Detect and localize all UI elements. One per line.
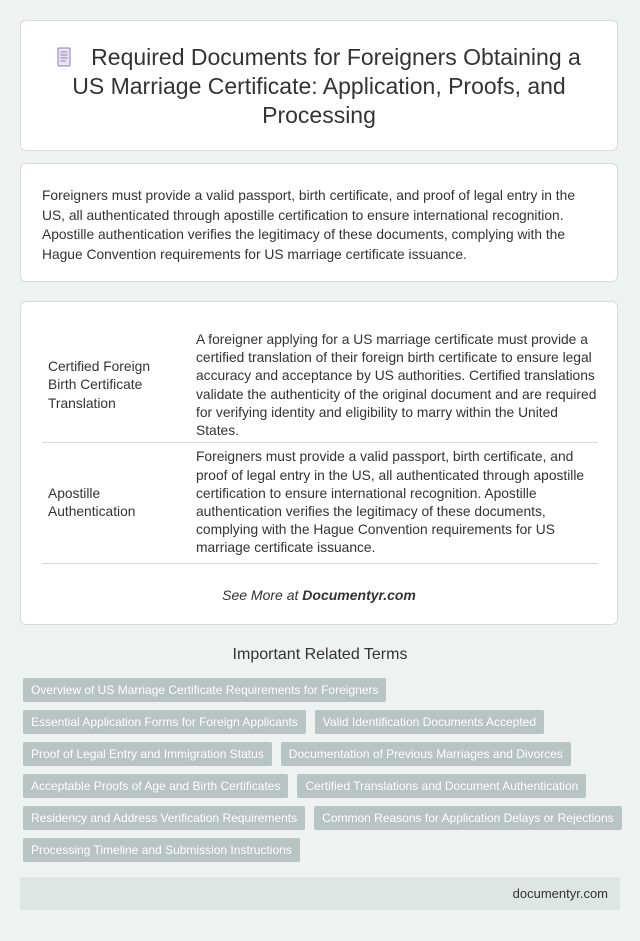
related-term-tag[interactable]: Overview of US Marriage Certificate Requirements for Foreigners: [23, 678, 386, 702]
tag-row: [23, 774, 623, 798]
related-term-tag[interactable]: Essential Application Forms for Foreign Applicants: [23, 710, 306, 734]
see-more-link[interactable]: [21, 587, 617, 603]
page-title: [41, 43, 597, 130]
related-term-tag[interactable]: Documentation of Previous Marriages and Divorces: [281, 742, 571, 766]
related-term-tag[interactable]: Proof of Legal Entry and Immigration Status: [23, 742, 272, 766]
table-term: Apostille Authentication: [48, 485, 136, 519]
footer: [20, 877, 620, 910]
tag-row: [23, 838, 623, 862]
related-term-tag[interactable]: Certified Translations and Document Authentication: [297, 774, 586, 798]
tag-row: [23, 678, 623, 702]
table-row: [42, 329, 598, 443]
related-terms-tags: [23, 678, 623, 870]
see-more-site[interactable]: Documentyr.com: [302, 587, 416, 603]
related-term-tag[interactable]: Acceptable Proofs of Age and Birth Certificates: [23, 774, 288, 798]
table-term: Certified Foreign Birth Certificate Translation: [48, 359, 150, 411]
footer-site[interactable]: documentyr.com: [512, 886, 608, 901]
tag-row: [23, 806, 623, 830]
related-term-tag[interactable]: Residency and Address Verification Requirements: [23, 806, 305, 830]
page-title-text: Required Documents for Foreigners Obtaining a US Marriage Certificate: Application, Proofs, and Processing: [72, 44, 581, 128]
summary-text: Foreigners must provide a valid passport, birth certificate, and proof of legal entry in the US, all authenticated through apostille certification to ensure international recognition. Apostille authentication verifies the legitimacy of these documents, complying with the Hague Convention requirements for US marriage certificate issuance.: [42, 188, 575, 262]
documents-table: [42, 329, 598, 564]
table-description: Foreigners must provide a valid passport, birth certificate, and proof of legal entry in the US, all authenticated through apostille certification to ensure international recognition. Apostille authentication verifies the legitimacy of these documents, complying with the Hague Convention requirements for US marriage certificate issuance.: [196, 449, 585, 556]
tag-row: [23, 710, 623, 734]
documents-table-card: [20, 301, 618, 625]
related-term-tag[interactable]: Processing Timeline and Submission Instructions: [23, 838, 300, 862]
document-icon: [57, 47, 71, 67]
table-row: [42, 443, 598, 564]
table-description: A foreigner applying for a US marriage certificate must provide a certified translation of their foreign birth certificate to ensure legal accuracy and acceptance by US authorities. Certified translations validate the authenticity of the original document and are required for verifying identity and eligibility to marry within the United States.: [196, 331, 597, 438]
related-term-tag[interactable]: Common Reasons for Application Delays or Rejections: [314, 806, 621, 830]
related-term-tag[interactable]: Valid Identification Documents Accepted: [315, 710, 544, 734]
title-card: [20, 20, 618, 151]
summary-card: [20, 163, 618, 282]
related-terms-heading: Important Related Terms: [232, 646, 408, 663]
see-more-prefix: See More at: [222, 587, 299, 603]
tag-row: [23, 742, 623, 766]
